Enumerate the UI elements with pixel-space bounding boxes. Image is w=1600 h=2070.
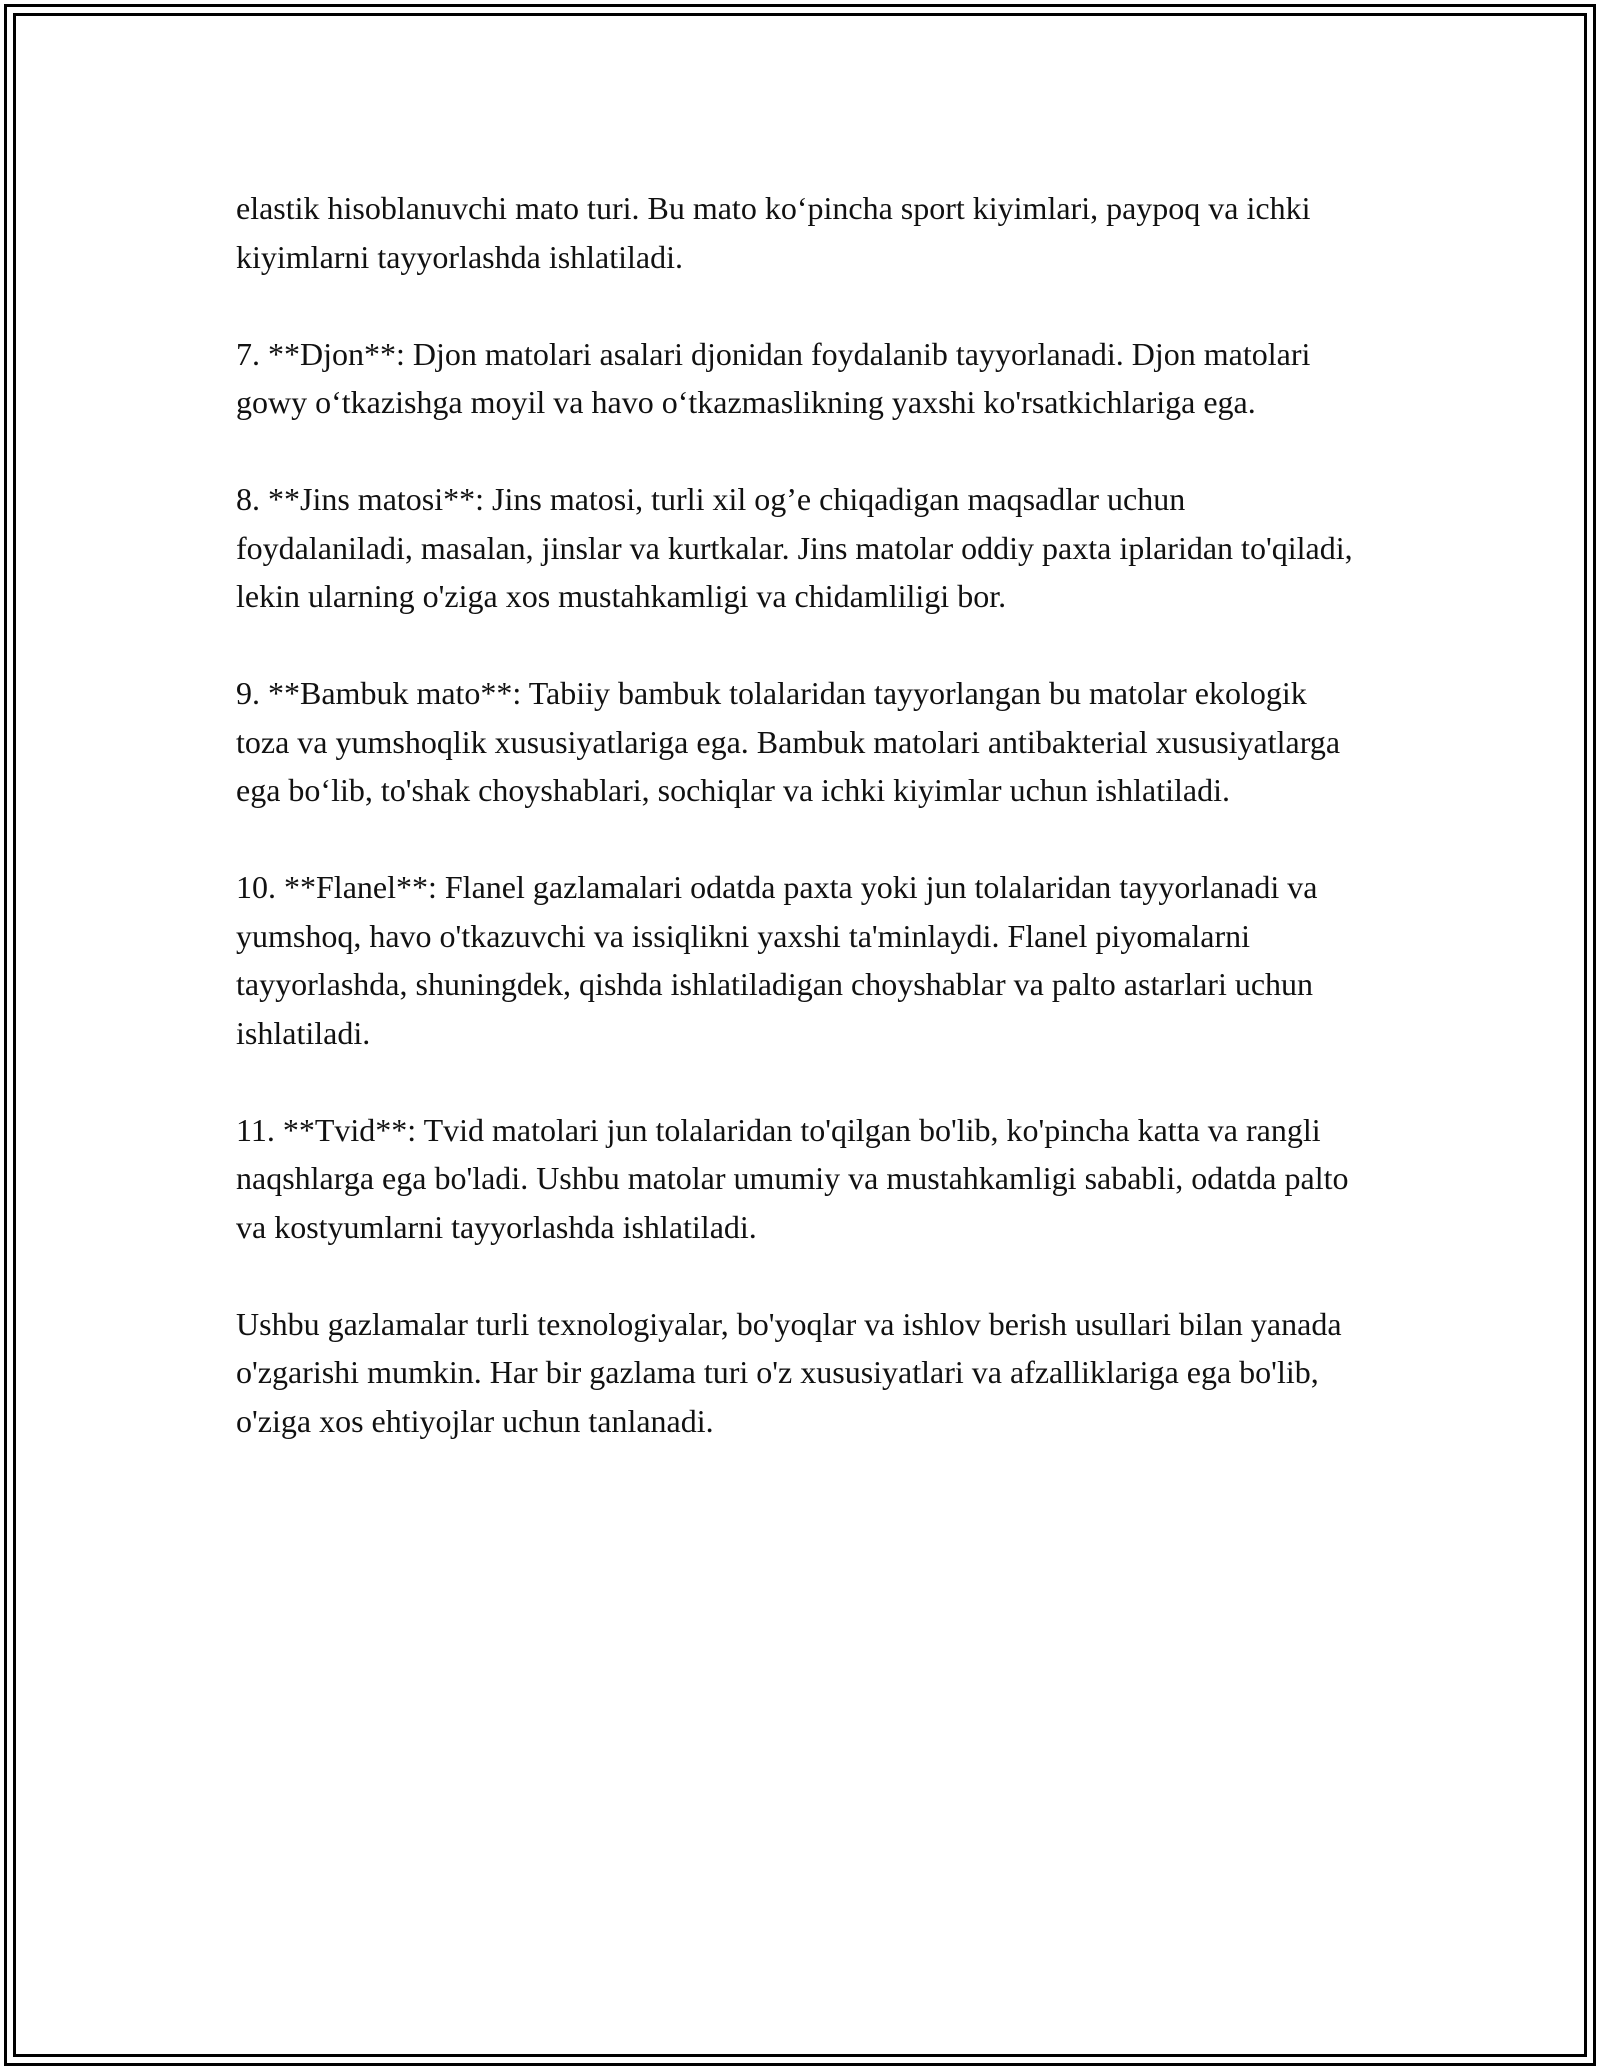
paragraph-conclusion: Ushbu gazlamalar turli texnologiyalar, bo'yoqlar va ishlov berish usullari bilan yanada o'zgarishi mumkin. Har bir gazlama turi o'z xususiyatlari va afzalliklariga ega bo'lib, o'ziga xos ehtiyojlar uchun tanlanadi. bbox=[236, 1305, 1342, 1439]
paragraph-elastic-fabric: elastik hisoblanuvchi mato turi. Bu mato ko‘pincha sport kiyimlari, paypoq va ichki kiyimlarni tayyorlashda ishlatiladi. bbox=[236, 190, 1311, 275]
paragraph-flanel: 10. **Flanel**: Flanel gazlamalari odatda paxta yoki jun tolalaridan tayyorlanadi va yumshoq, havo o'tkazuvchi va issiqlikni yaxshi ta'minlaydi. Flanel piyomalarni tayyorlashda, shuningdek, qishda ishlatiladigan choyshablar va palto astarlari uchun ishlatiladi. bbox=[236, 869, 1318, 1051]
paragraph-bambuk-mato: 9. **Bambuk mato**: Tabiiy bambuk tolalaridan tayyorlangan bu matolar ekologik toza va yumshoqlik xususiyatlariga ega. Bambuk matolari antibakterial xususiyatlarga ega bo‘lib, to'shak choyshablari, sochiqlar va ichki kiyimlar uchun ishlatiladi. bbox=[236, 675, 1341, 808]
paragraph-jins-matosi: 8. **Jins matosi**: Jins matosi, turli xil og’e chiqadigan maqsadlar uchun foydalaniladi, masalan, jinslar va kurtkalar. Jins matolar oddiy paxta iplaridan to'qiladi, lekin ularning o'ziga xos mustahkamligi va chidamliligi bor. bbox=[236, 481, 1353, 614]
paragraph-tvid: 11. **Tvid**: Tvid matolari jun tolalaridan to'qilgan bo'lib, ko'pincha katta va rangli naqshlarga ega bo'ladi. Ushbu matolar umumiy va mustahkamligi sababli, odatda palto va kostyumlarni tayyorlashda ishlatiladi. bbox=[236, 1111, 1349, 1245]
document-body bbox=[236, 184, 1356, 1494]
paragraph-djon: 7. **Djon**: Djon matolari asalari djonidan foydalanib tayyorlanadi. Djon matolari gowy o‘tkazishga moyil va havo o‘tkazmaslikning yaxshi ko'rsatkichlariga ega. bbox=[236, 335, 1311, 420]
